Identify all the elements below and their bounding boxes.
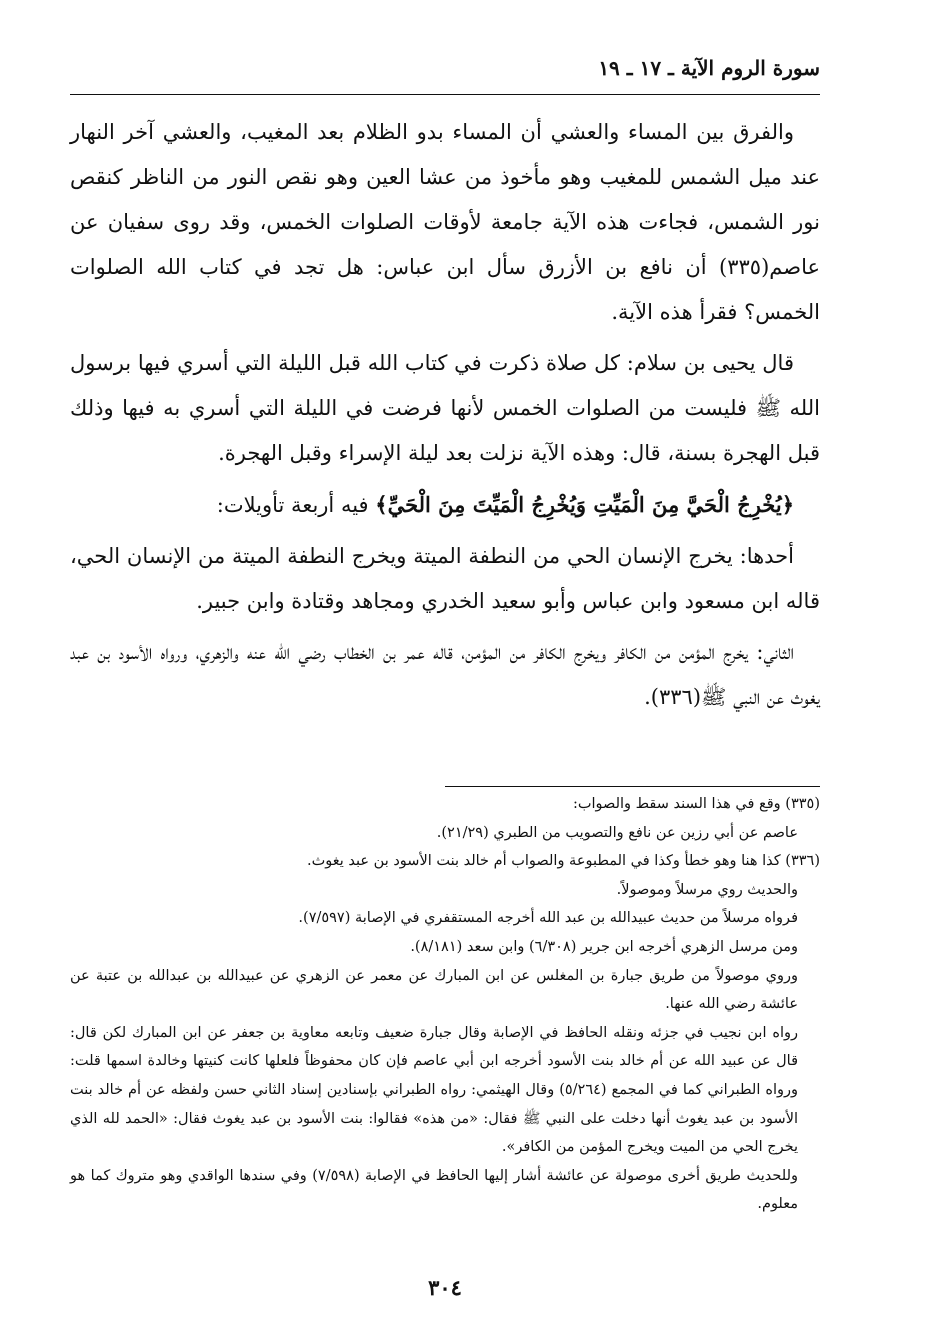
footnote: (٣٣٥) وقع في هذا السند سقط والصواب: [572, 796, 820, 812]
footnote-line: عاصم عن أبي رزين عن نافع والتصويب من الطبري (٢١/٢٩). [436, 824, 798, 841]
footnote-line: ومن مرسل الزهري أخرجه ابن جرير (٦/٣٠٨) وابن سعد (٨/١٨١). [410, 938, 798, 955]
footnote-line: والحديث روي مرسلاً وموصولاً. [616, 881, 798, 898]
paragraph: أحدها: يخرج الإنسان الحي من النطفة الميتة ويخرج النطفة الميتة من الإنسان الحي، قاله ابن مسعود وابن عباس وأبو سعيد الخدري ومجاهد وقتادة وابن جبير. [70, 544, 820, 613]
paragraph: والفرق بين المساء والعشي أن المساء بدو الظلام بعد المغيب، والعشي آخر النهار عند ميل الشمس للمغيب وهو مأخوذ من عشا العين وهو نقص النور من الناظر كنقص نور الشمس، فجاءت هذه الآية جامعة لأوقات الصلوات الخمس، وقد روى سفيان عن عاصم(٣٣٥) أن نافع بن الأزرق سأل ابن عباس: هل تجد في كتاب الله الصلوات الخمس؟ فقرأ هذه الآية. [70, 120, 820, 324]
paragraph: الثاني: يخرج المؤمن من الكافر ويخرج الكافر من المؤمن، قاله عمر بن الخطاب رضي الله عنه والزهري، ورواه الأسود بن عبد يغوث عن النبي ﷺ(٣٣٦). [70, 640, 820, 709]
footnote-divider [445, 786, 820, 787]
paragraph: قال يحيى بن سلام: كل صلاة ذكرت في كتاب الله قبل الليلة التي أسري فيها برسول الله ﷺ فليست من الصلوات الخمس لأنها فرضت في الليلة التي أسري به فيها وذلك قبل الهجرة بسنة، قال: وهذه الآية نزلت بعد ليلة الإسراء وقبل الهجرة. [70, 351, 820, 465]
footnote: (٣٣٦) كذا هنا وهو خطأ وكذا في المطبوعة والصواب أم خالد بنت الأسود بن عبد يغوث. [307, 853, 820, 870]
page-number: ٣٠٤ [428, 1275, 462, 1300]
header-divider [70, 94, 820, 95]
main-text [70, 110, 820, 720]
footnotes [70, 790, 820, 1219]
footnote-line: رواه ابن نجيب في جزئه ونقله الحافظ في الإصابة وقال جبارة ضعيف وتابعه معاوية بن جعفر عن ابن المبارك لكن قال: قال عن عبيد الله عن أم خالد بنت الأسود أخرجه ابن أبي عاصم فإن كان محفوظاً فلعلها كانت كنيتها وخالدة اسمها قلت: ورواه الطبراني كما في المجمع (٥/٢٦٤) وقال الهيثمي: رواه الطبراني بإسنادين إسناد الثاني حسن ولفظه عن أم خالد بنت الأسود بن عبد يغوث أنها دخلت على النبي ﷺ فقال: «من هذه» فقالوا: بنت الأسود بن عبد يغوث فقال: «الحمد لله الذي يخرج الحي من الميت ويخرج المؤمن من الكافر». [70, 1024, 798, 1156]
footnote-line: وللحديث طريق أخرى موصولة عن عائشة أشار إليها الحافظ في الإصابة (٧/٥٩٨) وفي سندها الواقدي وهو متروك كما هو معلوم. [70, 1167, 798, 1213]
book-page [70, 48, 820, 1308]
footnote-line: فرواه مرسلاً من حديث عبيدالله بن عبد الله أخرجه المستقفري في الإصابة (٧/٥٩٧). [298, 910, 798, 927]
quran-verse: ﴿يُخْرِجُ الْحَيَّ مِنَ الْمَيِّتِ وَيُخْرِجُ الْمَيِّتَ مِنَ الْحَيِّ﴾ [375, 492, 794, 517]
verse-paragraph [70, 482, 820, 528]
running-header: سورة الروم الآية ـ ١٧ ـ ١٩ [598, 56, 820, 80]
verse-commentary: فيه أربعة تأويلات: [216, 493, 376, 517]
footnote-line: وروي موصولاً من طريق جبارة بن المغلس عن ابن المبارك عن معمر عن الزهري عن عبيدالله بن عبدالله بن عتبة عن عائشة رضي الله عنها. [70, 967, 798, 1013]
